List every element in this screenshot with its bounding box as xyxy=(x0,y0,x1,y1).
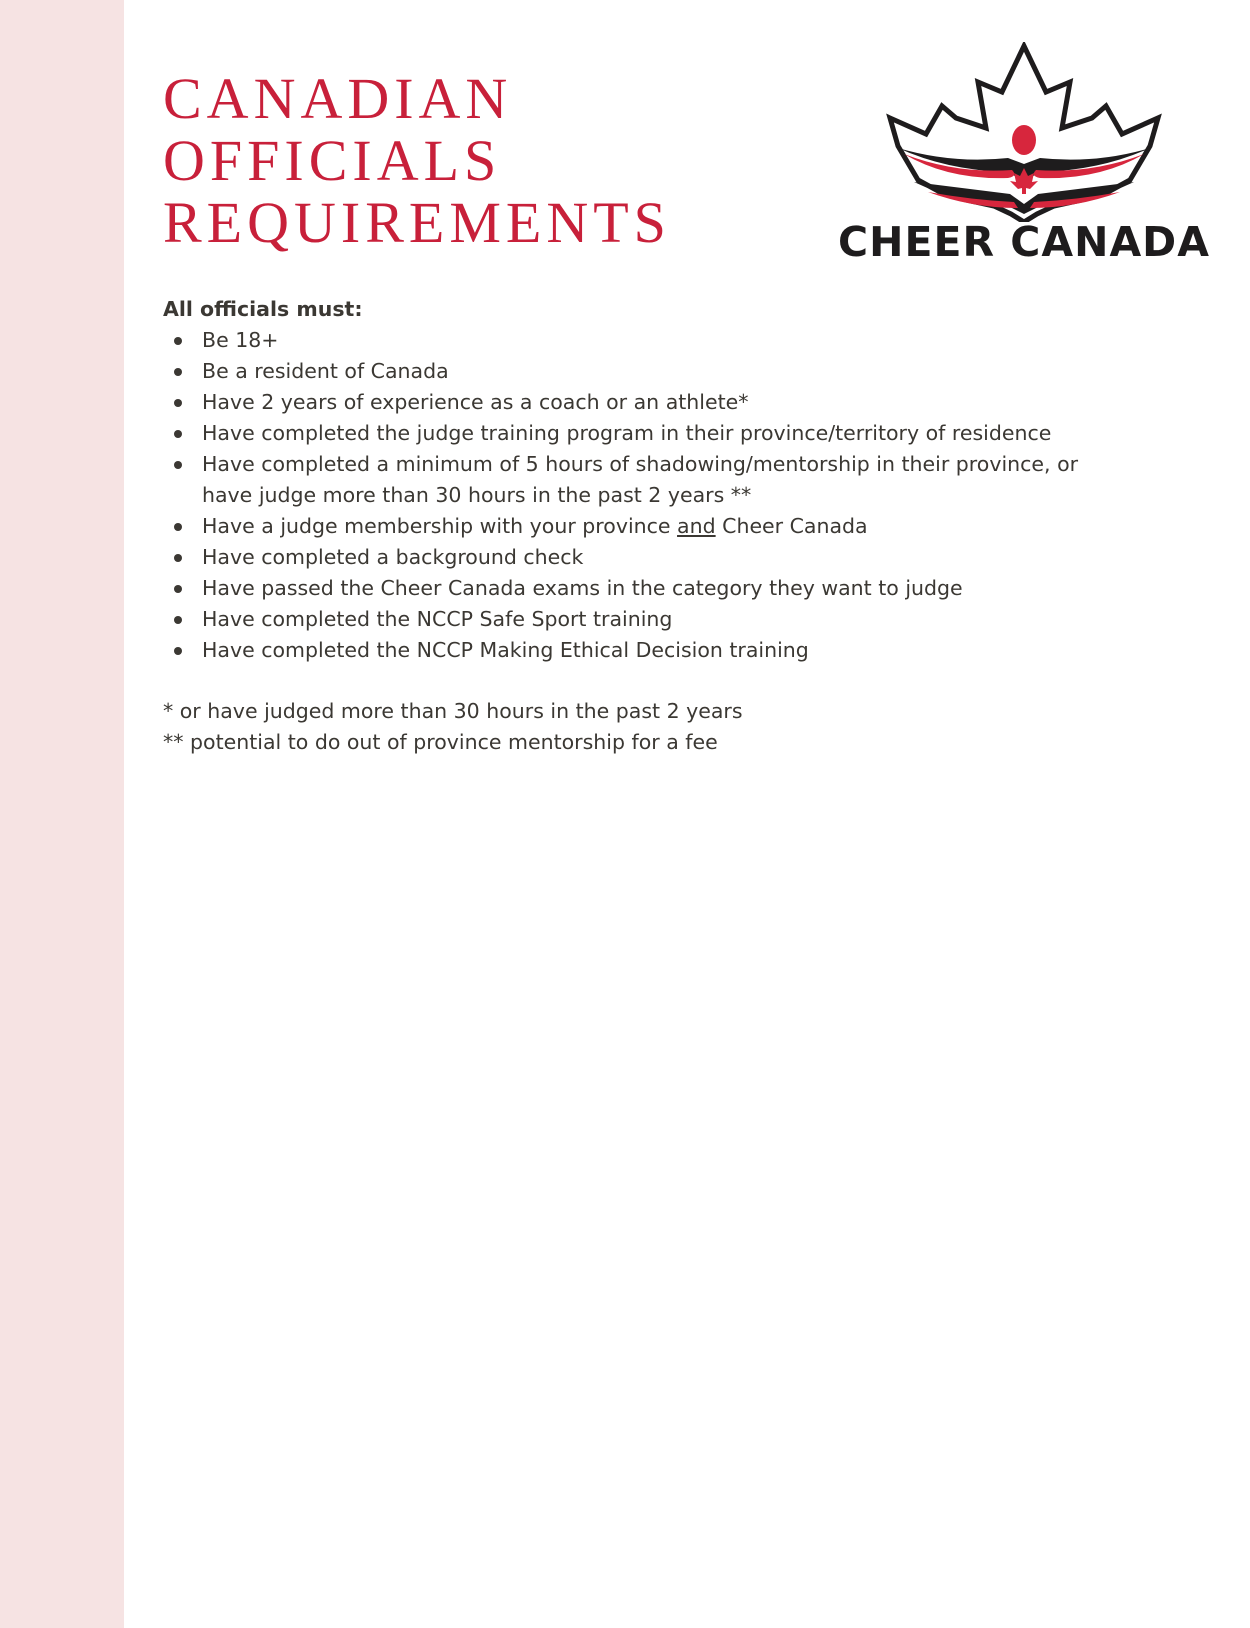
bullet-icon xyxy=(174,461,182,469)
intro-heading: All officials must: xyxy=(163,297,363,321)
list-item-text: Have completed the NCCP Safe Sport training xyxy=(202,607,673,631)
bullet-icon xyxy=(174,337,182,345)
list-item xyxy=(163,542,1203,573)
bullet-icon xyxy=(174,616,182,624)
list-item xyxy=(163,604,1203,635)
list-item xyxy=(163,418,1203,449)
bullet-icon xyxy=(174,523,182,531)
footnote: ** potential to do out of province mentorship for a fee xyxy=(163,730,718,754)
bullet-icon xyxy=(174,430,182,438)
list-item xyxy=(163,356,1203,387)
list-item-text: Have 2 years of experience as a coach or an athlete* xyxy=(202,390,749,414)
list-item xyxy=(163,325,1203,356)
logo-wordmark: CHEER CANADA xyxy=(838,218,1210,266)
list-item-text: Have completed a minimum of 5 hours of shadowing/mentorship in their province, or have judge more than 30 hours in the past 2 years ** xyxy=(202,452,1079,507)
list-item xyxy=(163,573,1203,604)
list-item-text: Have completed the NCCP Making Ethical Decision training xyxy=(202,638,809,662)
list-item xyxy=(163,387,1203,418)
list-item-text-before: Have a judge membership with your province xyxy=(202,514,678,538)
list-item-text: Be 18+ xyxy=(202,328,279,352)
bullet-icon xyxy=(174,585,182,593)
bullet-icon xyxy=(174,399,182,407)
maple-leaf-emblem-icon xyxy=(832,42,1216,222)
side-band xyxy=(0,0,124,1628)
bullet-icon xyxy=(174,647,182,655)
cheer-canada-logo xyxy=(832,42,1216,272)
footnotes xyxy=(163,696,1203,758)
list-item-text-after: Cheer Canada xyxy=(715,514,868,538)
list-item-text: Have completed the judge training program in their province/territory of residence xyxy=(202,421,1052,445)
list-item-text: Be a resident of Canada xyxy=(202,359,449,383)
bullet-icon xyxy=(174,368,182,376)
page-title xyxy=(163,68,671,254)
bullet-icon xyxy=(174,554,182,562)
requirements-list xyxy=(163,325,1203,666)
requirements-section xyxy=(163,294,1203,758)
list-item-text: Have completed a background check xyxy=(202,545,584,569)
list-item xyxy=(163,511,1203,542)
title-line-3: REQUIREMENTS xyxy=(163,190,671,255)
list-item-text: Have passed the Cheer Canada exams in the category they want to judge xyxy=(202,576,963,600)
footnote: * or have judged more than 30 hours in the past 2 years xyxy=(163,699,743,723)
list-item-text-underlined: and xyxy=(677,514,716,538)
title-line-1: CANADIAN xyxy=(163,66,513,131)
list-item xyxy=(163,635,1203,666)
title-line-2: OFFICIALS xyxy=(163,128,502,193)
list-item xyxy=(163,449,1203,511)
